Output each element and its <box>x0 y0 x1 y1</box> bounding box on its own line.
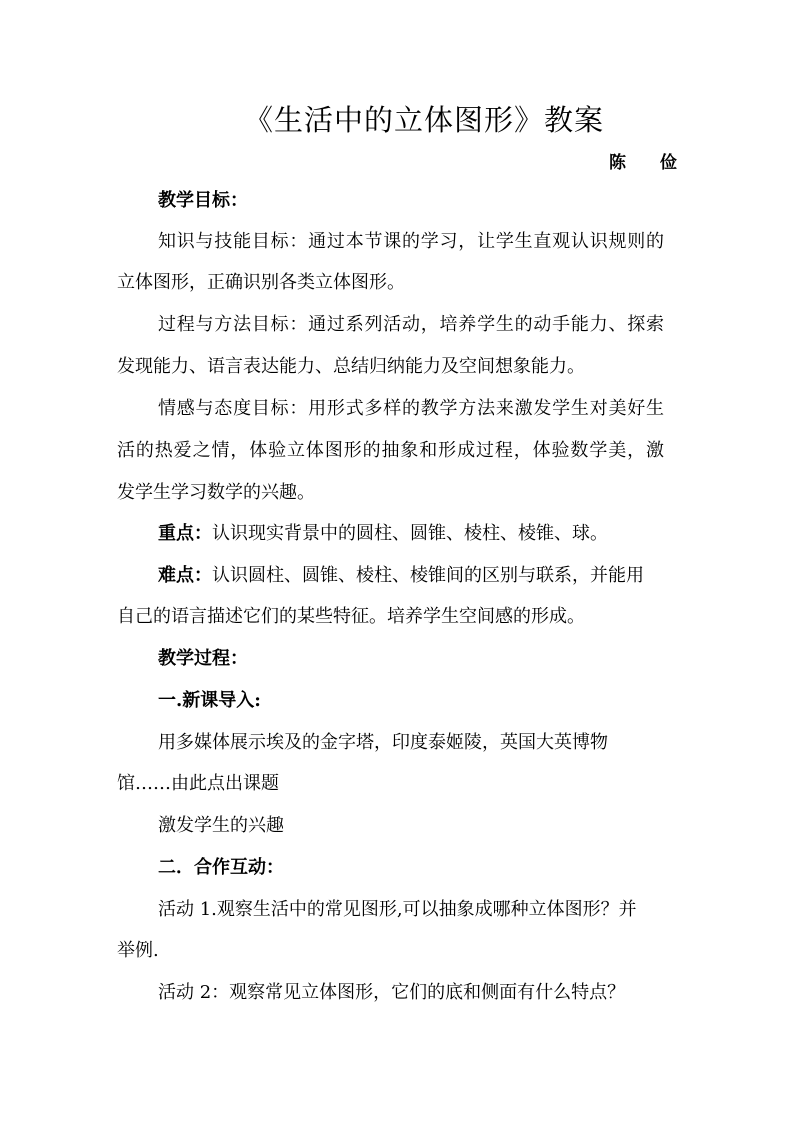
activity1-line1: 活动 1.观察生活中的常见图形,可以抽象成哪种立体图形？并 <box>158 899 637 920</box>
document-title: 《生活中的立体图形》教案 <box>244 103 605 137</box>
emotion-objective-line2: 活的热爱之情，体验立体图形的抽象和形成过程，体验数学美，激 <box>117 440 664 461</box>
emotion-objective-line1: 情感与态度目标：用形式多样的教学方法来激发学生对美好生 <box>158 398 664 419</box>
section1-heading: 一.新课导入: <box>158 690 261 711</box>
process-heading: 教学过程： <box>158 648 248 669</box>
section1-line2: 馆……由此点出课题 <box>117 773 279 794</box>
activity1-line2: 举例. <box>117 940 159 961</box>
emotion-objective-line3: 发学生学习数学的兴趣。 <box>117 482 315 503</box>
section1-line3: 激发学生的兴趣 <box>158 815 284 836</box>
section2-heading: 二．合作互动： <box>158 857 284 878</box>
knowledge-objective-line2: 立体图形，正确识别各类立体图形。 <box>117 272 405 293</box>
key-point <box>158 523 608 545</box>
key-point-label: 重点： <box>158 523 212 544</box>
difficulty-text: 认识圆柱、圆锥、棱柱、棱锥间的区别与联系，并能用 <box>212 565 644 586</box>
section1-line1: 用多媒体展示埃及的金字塔，印度泰姬陵，英国大英博物 <box>158 732 608 753</box>
process-objective-line1: 过程与方法目标：通过系列活动，培养学生的动手能力、探索 <box>158 314 664 335</box>
difficulty-label: 难点： <box>158 565 212 586</box>
activity2-line: 活动 2：观察常见立体图形，它们的底和侧面有什么特点？ <box>158 982 626 1003</box>
difficulty-line2: 自己的语言描述它们的某些特征。培养学生空间感的形成。 <box>117 606 585 627</box>
knowledge-objective-line1: 知识与技能目标：通过本节课的学习，让学生直观认识规则的 <box>158 231 664 252</box>
key-point-text: 认识现实背景中的圆柱、圆锥、棱柱、棱锥、球。 <box>212 523 608 544</box>
author-name: 陈 俭 <box>609 153 691 173</box>
process-objective-line2: 发现能力、语言表达能力、总结归纳能力及空间想象能力。 <box>117 356 585 377</box>
objectives-heading: 教学目标： <box>158 190 248 211</box>
difficulty-line1 <box>158 565 644 587</box>
